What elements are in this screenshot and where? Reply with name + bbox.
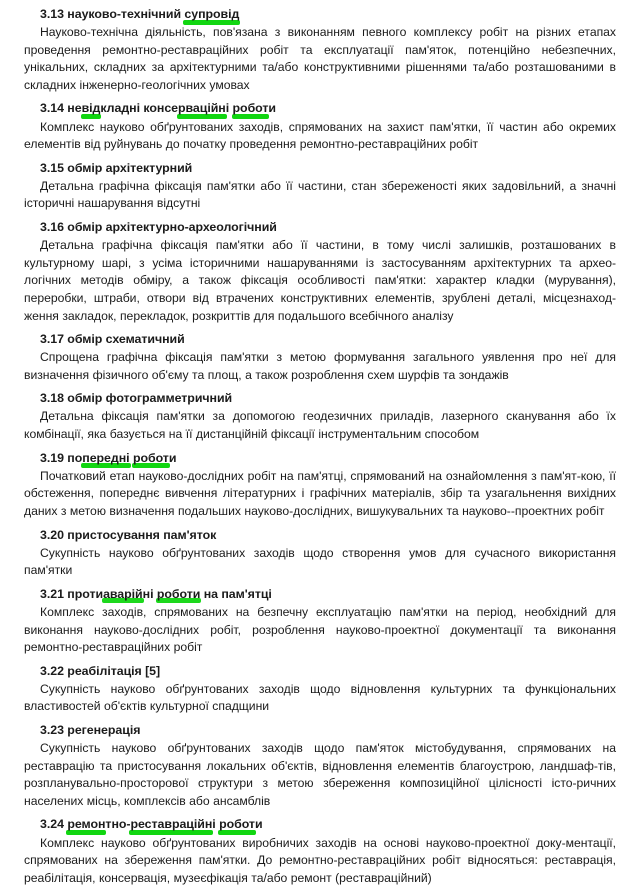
definition-term (40, 663, 616, 681)
definition-text: Детальна графічна фіксація пам'ятки або її частини, в тому числі залишків, розташованих в культурному шарі, з усіма історичними нашаруваннями із застосуванням архітектурних та архео-логічних методів обміру, а також фіксація особливості пам'ятки: характер кладки (мурування), переробки, штраби, отвори від втрачених конструктивних елементів, зрублені деталі, місцезнаход-ження закладок, перекладок, розкриттів для подальшого всебічного аналізу (24, 238, 616, 323)
term-text: и (254, 817, 263, 832)
term-text: и (268, 101, 276, 116)
green-marker-highlight: від (82, 100, 101, 118)
definition-text: Початковий етап науково-дослідних робіт на пам'ятці, спрямований на ознайомлення з пам'ят-кою, її обстеження, попереднє вивчення літературних і графічних матеріалів, збір та узагальнення вихідних даних з метою визначення подальших науково-дослідних, вишукувальних та науково--проектних робіт (24, 468, 616, 518)
term-text: 3.16 обмір архітектурно-археологічний (40, 220, 277, 235)
definition-entry (24, 219, 616, 325)
term-text: 3.13 науково-технічний (40, 7, 185, 21)
term-text: і (225, 101, 233, 116)
definition-entry (24, 722, 616, 810)
term-text: і (212, 817, 220, 832)
term-text: 3.20 пристосування пам'яток (40, 527, 217, 542)
definition-text: Науково-технічна діяльність, пов'язана з виконанням певного комплексу робіт на різних етапах проведення ремонтно-реставраційних робіт та експлуатації пам'яток, потенційно небезпечних, унікальних, складних за архітектурними та/або конструктивними рішеннями та/або розташованими в складних інженерно-геологічних умовах (24, 25, 616, 92)
definition-entry (24, 331, 616, 384)
definition-text: Комплекс науково обґрунтованих заходів, спрямованих на захист пам'ятки, її частин або окремих елементів від руйнувань до початку проведення ремонтно-реставраційних робіт (24, 119, 616, 152)
definition-entry (24, 160, 616, 213)
definition-term (40, 219, 616, 237)
green-marker-highlight: переднi (82, 450, 129, 468)
green-marker-highlight: рваційн (178, 100, 226, 118)
definition-text: Детальна графічна фіксація пам'ятки або її частини, стан збереженості яких задовільний, а значні історичні нашарування відсутні (24, 178, 616, 211)
term-text: 3.15 обмір архітектурний (40, 160, 193, 175)
term-text: 3.14 не (40, 101, 82, 116)
term-text: кладні консе (100, 101, 178, 116)
definition-term (40, 722, 616, 740)
definition-entry (24, 6, 616, 94)
definition-term (40, 527, 616, 545)
green-marker-highlight: ремон (67, 816, 105, 834)
term-text: 3.24 (40, 817, 68, 832)
green-marker-highlight: робот (219, 816, 255, 834)
green-marker-highlight: робот (233, 100, 269, 118)
green-marker-highlight: робот (133, 450, 169, 468)
definition-text: Комплекс науково обґрунтованих виробничих заходів на основі науково-проектної доку-ментації, спрямованих на збереження пам'ятки. До ремонтно-реставраційних робіт відносяться: реставрація, реабілітація, консервація, музеєфікація та/або ремонт (реставраційний) (24, 835, 616, 885)
definition-text: Детальна фіксація пам'ятки за допомогою геодезичних приладів, лазерного сканування або їх комбінації, яка базується на її дистанційній фіксації інструментальним способом (24, 409, 616, 442)
definition-term (40, 331, 616, 349)
definition-text: Сукупність науково обґрунтованих заходів щодо створення умов для сучасного використання пам'ятки (24, 545, 616, 578)
definition-term (40, 450, 616, 468)
definition-text: Спрощена графічна фіксація пам'ятки з метою формування загального уявлення про неї для визначення фізичного об'єму та площ, а також розроблення схем шурфів та зондажів (24, 350, 616, 382)
definition-term (40, 100, 616, 118)
definition-entry (24, 450, 616, 521)
term-text: 3.23 регенерація (40, 722, 141, 737)
definition-text: Сукупність науково обґрунтованих заходів щодо відновлення культурних та функціональних властивостей об'єктів культурної спадщини (24, 681, 616, 714)
definition-text: Комплекс заходів, спрямованих на безпечну експлуатацію пам'ятки на період, необхідний для виконання науково-дослідних робіт, розроблення науково-проектної документації та виконання ремонтно-реставраційних робіт (24, 604, 616, 655)
term-text: 3.21 проти (40, 586, 104, 601)
term-text: ні (142, 586, 157, 601)
definition-entry (24, 527, 616, 580)
term-text: 3.18 обмір фотограмметричний (40, 391, 233, 406)
term-text: тно- (105, 817, 131, 832)
definition-term (40, 586, 616, 604)
definition-text: Сукупність науково обґрунтованих заходів щодо пам'яток містобудування, спрямованих на реставрацію та пристосування локальних об'єктів, відновлення елементів благоустрою, ландшаф-тів, розпланувально-просторової структури з метою збереження композиційної цілісності істо-ричних населених місць, комплексів або ансамблів (24, 741, 616, 808)
term-text: 3.19 по (40, 450, 83, 465)
definition-entry (24, 586, 616, 657)
definition-term (40, 816, 616, 834)
term-text: 3.22 реабілітація [5] (40, 663, 161, 678)
green-marker-highlight: реставраційн (130, 816, 212, 834)
green-marker-highlight: супровід (184, 6, 239, 24)
definition-entry (24, 816, 616, 887)
term-text: 3.17 обмір схематичний (40, 332, 185, 347)
definition-entry (24, 390, 616, 443)
green-marker-highlight: аварій (103, 586, 143, 604)
entry-spacer (24, 887, 616, 893)
definition-entry (24, 100, 616, 153)
definition-term (40, 160, 616, 178)
definitions-list (24, 6, 616, 893)
definition-term (40, 390, 616, 408)
term-text: и (168, 450, 177, 465)
green-marker-highlight: роботи (157, 586, 200, 604)
term-text: на пам'ятці (200, 586, 272, 601)
definition-term (40, 6, 616, 24)
definition-entry (24, 663, 616, 716)
